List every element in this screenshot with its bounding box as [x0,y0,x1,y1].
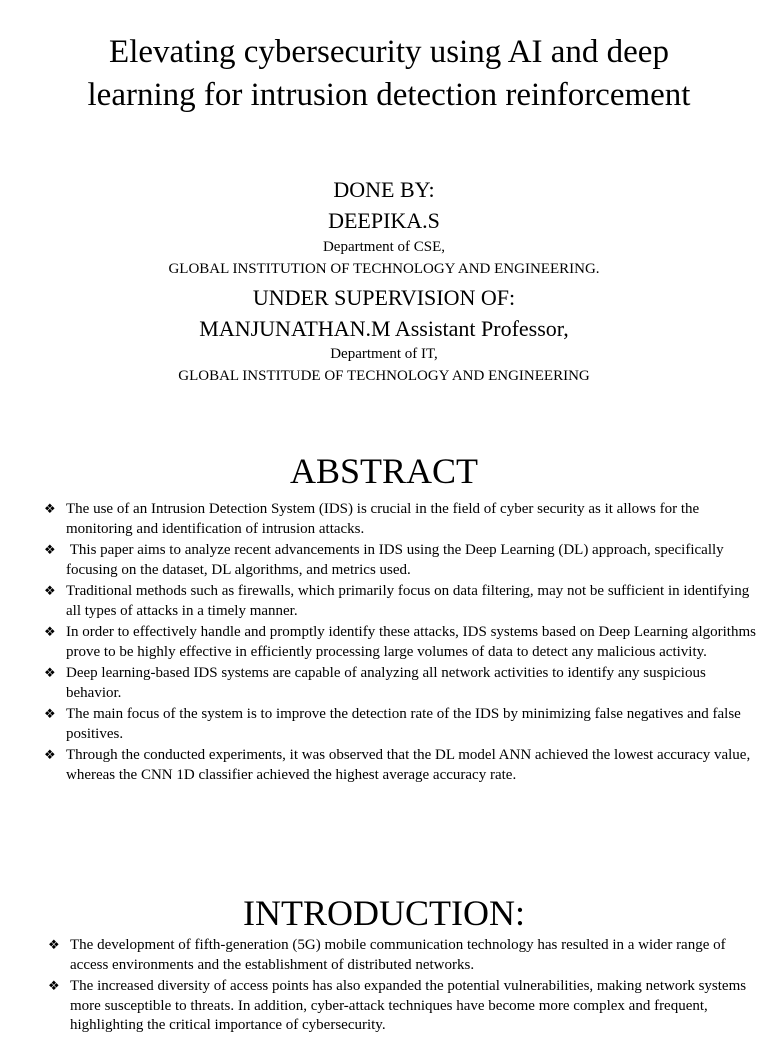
bullet-icon: ❖ [48,979,60,994]
abstract-heading: ABSTRACT [289,451,479,491]
supervisor-name: MANJUNATHAN.M Assistant Professor, [199,316,569,341]
abstract-item [44,623,756,662]
introduction-heading: INTRODUCTION: [243,893,525,933]
abstract-item-text: Through the conducted experiments, it was observed that the DL model ANN achieved the lowest accuracy value, whereas the CNN 1D classifier achieved the highest average accuracy rate. [66,747,751,783]
abstract-item [44,582,756,621]
done-by-label: DONE BY: [333,177,435,202]
abstract-item [44,664,756,703]
introduction-item [48,936,748,975]
bullet-icon: ❖ [44,748,56,763]
supervisor-institution: GLOBAL INSTITUDE OF TECHNOLOGY AND ENGINEERING [178,368,590,384]
bullet-icon: ❖ [44,666,56,681]
abstract-item-text: This paper aims to analyze recent advancements in IDS using the Deep Learning (DL) approach, specifically focusing on the dataset, DL algorithms, and metrics used. [66,542,728,578]
bullet-icon: ❖ [44,584,56,599]
supervisor-department: Department of IT, [330,346,438,362]
bullet-icon: ❖ [44,543,56,558]
introduction-item [48,977,748,1036]
bullet-icon: ❖ [44,707,56,722]
supervision-heading: UNDER SUPERVISION OF: [252,285,516,310]
author-name: DEEPIKA.S [328,208,440,233]
abstract-item-text: The main focus of the system is to improve the detection rate of the IDS by minimizing false negatives and false positives. [66,706,741,742]
introduction-item-text: The increased diversity of access points has also expanded the potential vulnerabilities, making network systems more susceptible to threats. In addition, cyber-attack techniques have become more complex and frequent, highlighting the critical importance of cybersecurity. [70,978,747,1033]
abstract-item [44,705,756,744]
bullet-icon: ❖ [44,625,56,640]
abstract-item-text: The use of an Intrusion Detection System (IDS) is crucial in the field of cyber security as it allows for the monitoring and identification of intrusion attacks. [66,501,700,537]
bullet-icon: ❖ [48,938,60,953]
introduction-item-text: The development of fifth-generation (5G) mobile communication technology has resulted in a wider range of access environments and the establishment of distributed networks. [70,937,726,973]
author-institution: GLOBAL INSTITUTION OF TECHNOLOGY AND ENGINEERING. [168,261,600,277]
introduction-list [48,936,748,1038]
abstract-item-text: Deep learning-based IDS systems are capable of analyzing all network activities to identify any suspicious behavior. [66,665,706,701]
abstract-item [44,500,756,539]
bullet-icon: ❖ [44,502,56,517]
abstract-item-text: In order to effectively handle and promptly identify these attacks, IDS systems based on Deep Learning algorithms prove to be highly effective in efficiently processing large volumes of data to detect any malicious activity. [66,624,756,660]
abstract-list [44,500,756,787]
abstract-item-text: Traditional methods such as firewalls, which primarily focus on data filtering, may not be sufficient in identifying all types of attacks in a timely manner. [66,583,750,619]
author-department: Department of CSE, [322,239,446,255]
paper-title: Elevating cybersecurity using AI and deep learning for intrusion detection reinforcement [87,34,691,113]
abstract-item [44,746,756,785]
abstract-item [44,541,756,580]
